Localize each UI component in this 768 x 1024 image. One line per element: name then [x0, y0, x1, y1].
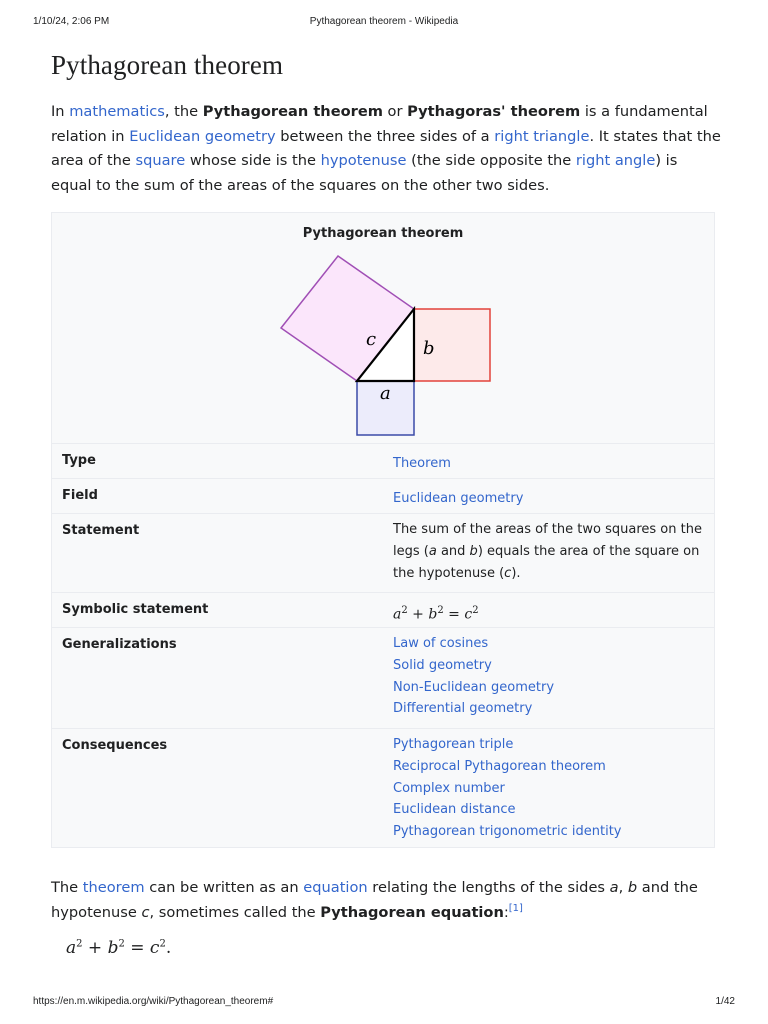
citation-link[interactable]: [1] — [508, 902, 523, 914]
var-a: a — [428, 544, 437, 559]
var-b: b — [107, 938, 119, 958]
text: , sometimes called the — [149, 903, 321, 921]
var-a: a — [393, 606, 402, 623]
pythagorean-diagram — [52, 253, 716, 443]
link-mathematics[interactable]: mathematics — [69, 103, 165, 120]
infobox-label: Type — [62, 453, 96, 468]
text: and the hypotenuse — [51, 879, 698, 921]
exponent: 2 — [76, 938, 83, 950]
text: ) is equal to the sum of the areas of the squares on the other two sides. — [51, 152, 678, 194]
link-non-euclidean-geometry[interactable]: Non-Euclidean geometry — [393, 679, 555, 695]
label-a: a — [380, 383, 391, 404]
link-right-angle[interactable]: right angle — [575, 152, 656, 169]
exponent: 2 — [118, 938, 125, 950]
text: , — [618, 879, 628, 896]
body-paragraph — [51, 876, 721, 925]
var-c: c — [464, 606, 473, 623]
text: ). — [511, 566, 521, 581]
text: can be written as an — [144, 879, 304, 896]
link-law-of-cosines[interactable]: Law of cosines — [393, 636, 489, 651]
text: relating the lengths of the sides — [367, 879, 610, 896]
lead-paragraph — [51, 100, 721, 198]
exponent: 2 — [159, 938, 166, 950]
infobox-label: Statement — [62, 523, 140, 538]
text: whose side is the — [185, 152, 321, 169]
text: and — [436, 544, 470, 559]
link-hypotenuse[interactable]: hypotenuse — [320, 152, 407, 169]
link-euclidean-geometry[interactable]: Euclidean geometry — [129, 127, 276, 145]
label-c: c — [366, 329, 377, 350]
bold-pythagoras-theorem: Pythagoras' theorem — [407, 103, 581, 120]
generalizations-list — [393, 633, 707, 720]
var-a: a — [66, 938, 77, 958]
link-pythagorean-triple[interactable]: Pythagorean triple — [393, 737, 514, 752]
period: . — [165, 938, 172, 958]
link-pythagorean-trigonometric-identity[interactable]: Pythagorean trigonometric identity — [393, 824, 622, 840]
var-b: b — [627, 879, 638, 896]
link-theorem[interactable]: Theorem — [393, 456, 451, 471]
print-datetime: 1/10/24, 2:06 PM — [33, 16, 110, 27]
bold-pythagorean-theorem: Pythagorean theorem — [202, 103, 383, 120]
print-tab-title: Pythagorean theorem - Wikipedia — [309, 16, 459, 27]
plus-sign: + — [407, 606, 429, 623]
link-euclidean-geometry-field[interactable]: Euclidean geometry — [393, 491, 524, 506]
infobox-row-symbolic — [52, 592, 714, 627]
equals-sign: = — [124, 938, 150, 958]
text: or — [382, 103, 408, 120]
var-a: a — [609, 879, 619, 896]
text: : — [503, 903, 509, 921]
infobox-label: Symbolic statement — [62, 602, 209, 617]
infobox-caption: Pythagorean theorem — [302, 226, 464, 241]
print-page-counter: 1/42 — [715, 996, 735, 1007]
print-footer — [0, 996, 768, 1010]
text: . It states that the area of the — [51, 127, 721, 169]
infobox-label: Field — [62, 488, 98, 503]
statement-text — [393, 519, 707, 585]
link-equation[interactable]: equation — [303, 879, 368, 896]
text: In — [51, 103, 70, 120]
var-b: b — [428, 606, 438, 623]
link-complex-number[interactable]: Complex number — [393, 780, 505, 796]
link-euclidean-distance[interactable]: Euclidean distance — [393, 802, 516, 818]
text: The — [51, 879, 83, 896]
link-theorem-body[interactable]: theorem — [82, 879, 145, 896]
infobox-row-generalizations — [52, 627, 714, 728]
link-right-triangle[interactable]: right triangle — [494, 127, 590, 145]
plus-sign: + — [82, 938, 108, 958]
pythagorean-equation — [66, 938, 171, 958]
var-c: c — [149, 938, 160, 958]
text: between the three sides of a — [275, 127, 495, 145]
text: ) equals the area of the square on the hypotenuse ( — [393, 544, 700, 581]
page-title: Pythagorean theorem — [51, 50, 284, 80]
label-b: b — [423, 338, 435, 359]
infobox-row-type — [52, 443, 714, 478]
text: The sum of the areas of the two squares on the legs ( — [393, 522, 702, 559]
infobox — [51, 212, 715, 848]
text: (the side opposite the — [406, 152, 576, 169]
exponent: 2 — [437, 605, 444, 616]
bold-pythagorean-equation: Pythagorean equation — [320, 903, 504, 921]
link-square[interactable]: square — [135, 152, 186, 169]
link-solid-geometry[interactable]: Solid geometry — [393, 657, 492, 673]
var-c: c — [141, 903, 150, 921]
print-url: https://en.m.wikipedia.org/wiki/Pythagorean_theorem# — [33, 996, 274, 1007]
infobox-row-statement — [52, 513, 714, 592]
exponent: 2 — [472, 605, 479, 616]
var-c: c — [504, 566, 512, 581]
symbolic-equation — [393, 600, 707, 626]
link-reciprocal-pythagorean-theorem[interactable]: Reciprocal Pythagorean theorem — [393, 758, 606, 774]
text: is a fundamental relation in — [51, 103, 708, 145]
link-differential-geometry[interactable]: Differential geometry — [393, 701, 533, 717]
consequences-list — [393, 734, 707, 843]
exponent: 2 — [401, 605, 408, 616]
infobox-row-field — [52, 478, 714, 513]
infobox-label: Generalizations — [62, 637, 177, 652]
equals-sign: = — [443, 606, 465, 623]
var-b: b — [469, 544, 478, 559]
infobox-label: Consequences — [62, 738, 168, 753]
print-header — [0, 16, 768, 30]
text: , the — [164, 103, 203, 120]
infobox-row-consequences — [52, 728, 714, 849]
